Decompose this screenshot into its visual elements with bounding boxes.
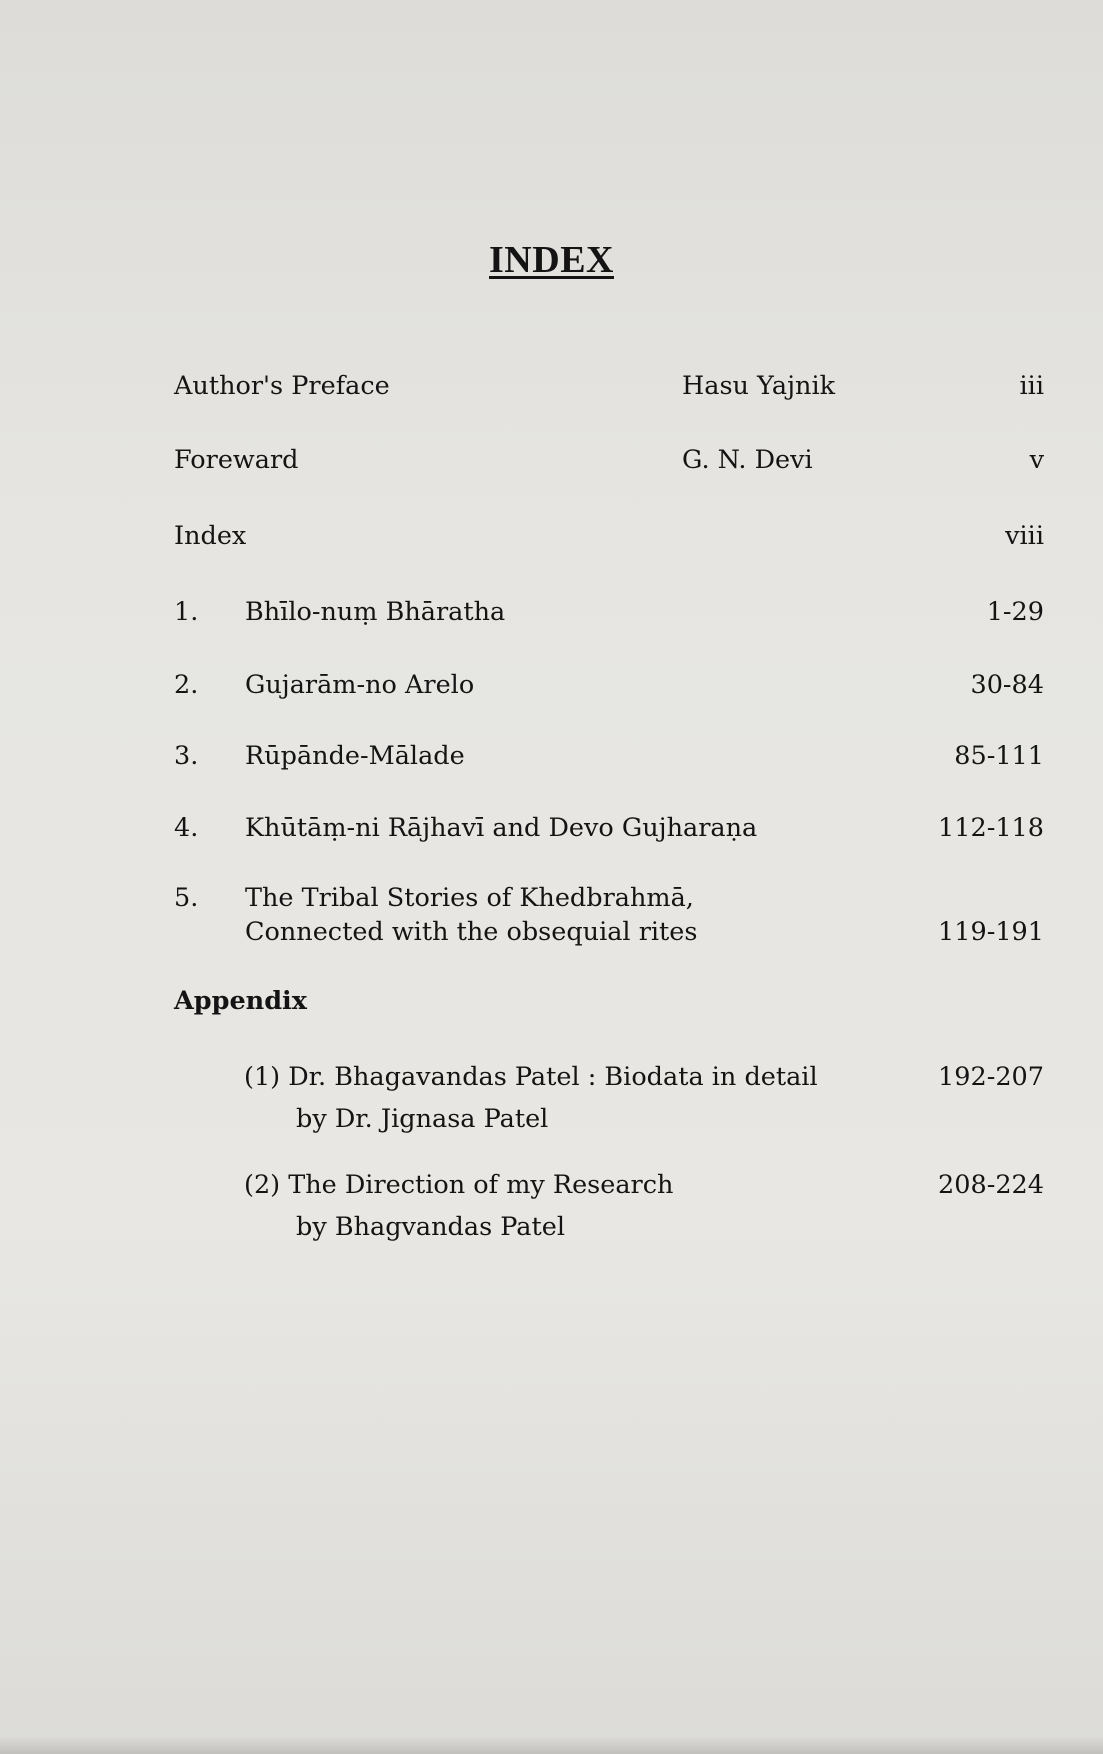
chapter-title: Bhīlo-nuṃ Bhāratha bbox=[245, 597, 506, 627]
chapter-title-continued: Connected with the obsequial rites bbox=[245, 917, 698, 947]
appendix-entry-pages: 208-224 bbox=[938, 1170, 1044, 1200]
toc-entry-page: iii bbox=[1019, 371, 1044, 401]
toc-entry-author: Hasu Yajnik bbox=[682, 371, 836, 401]
toc-entry-author: G. N. Devi bbox=[682, 445, 813, 475]
appendix-entry-title: (2) The Direction of my Research bbox=[244, 1170, 674, 1200]
page-title: INDEX bbox=[489, 239, 614, 281]
chapter-pages: 112-118 bbox=[938, 813, 1044, 843]
appendix-heading: Appendix bbox=[174, 986, 307, 1016]
appendix-entry-title: (1) Dr. Bhagavandas Patel : Biodata in detail bbox=[244, 1062, 818, 1092]
toc-entry-label: Foreward bbox=[174, 445, 299, 475]
toc-entry-label: Index bbox=[174, 521, 247, 551]
appendix-entry-pages: 192-207 bbox=[938, 1062, 1044, 1092]
chapter-title: Khūtāṃ-ni Rājhavī and Devo Gujharaṇa bbox=[245, 813, 758, 843]
toc-entry-label: Author's Preface bbox=[174, 371, 390, 401]
chapter-number: 5. bbox=[174, 883, 199, 913]
chapter-title: Gujarām-no Arelo bbox=[245, 670, 475, 700]
appendix-entry-byline: by Bhagvandas Patel bbox=[296, 1212, 565, 1242]
chapter-pages: 1-29 bbox=[986, 597, 1044, 627]
chapter-pages: 85-111 bbox=[954, 741, 1044, 771]
chapter-number: 4. bbox=[174, 813, 199, 843]
appendix-entry-byline: by Dr. Jignasa Patel bbox=[296, 1104, 549, 1134]
chapter-title: The Tribal Stories of Khedbrahmā, bbox=[245, 883, 694, 913]
chapter-pages: 30-84 bbox=[970, 670, 1044, 700]
toc-entry-page: v bbox=[1029, 445, 1044, 475]
chapter-number: 2. bbox=[174, 670, 199, 700]
chapter-pages: 119-191 bbox=[938, 917, 1044, 947]
chapter-number: 1. bbox=[174, 597, 199, 627]
chapter-number: 3. bbox=[174, 741, 199, 771]
toc-entry-page: viii bbox=[1005, 521, 1044, 551]
chapter-title: Rūpānde-Mālade bbox=[245, 741, 465, 771]
